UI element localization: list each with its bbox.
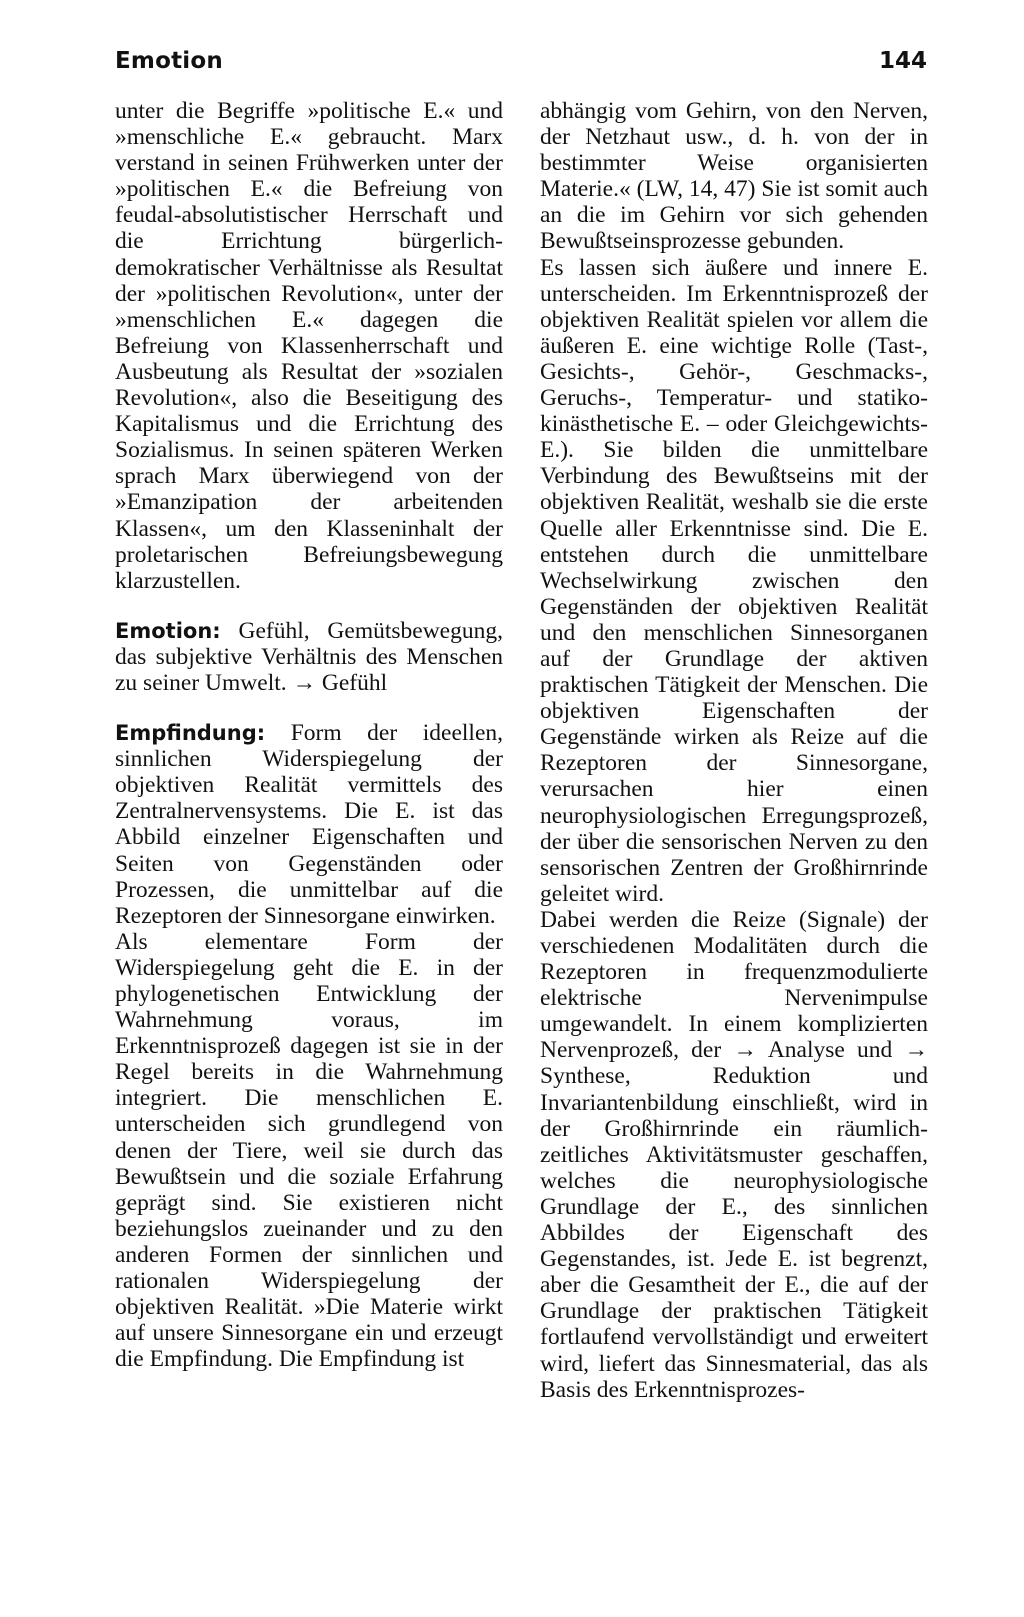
entry-continuation-text: unter die Begriffe »politische E.« und »menschliche E.« gebraucht. Marx verstand in seinen Frühwerken unter der »politischen E.« die Befreiung von feudal-absolutistischer Herrschaft und die Errichtung bürgerlich-demokratischer Verhältnisse als Resultat der »politischen Revolution«, unter der »menschlichen E.« dagegen die Befreiung von Klassenherrschaft und Ausbeutung als Resultat der »sozialen Revolution«, also die Beseitigung des Kapitalismus und die Errichtung des Sozialismus. In seinen späteren Werken sprach Marx überwiegend von der »Emanzipation der arbeitenden Klassen«, um den Klasseninhalt der proletarischen Befreiungsbewegung klarzustellen. [115,98,503,594]
page-number: 144 [878,48,927,74]
entry-empfindung-text: Form der ideellen, sinnlichen Widerspiegelung der objektiven Realität vermittels des Zentralnervensystems. Die E. ist das Abbild einzelner Eigenschaften und Seiten von Gegenständen oder Prozessen, die unmittelbar auf die Rezeptoren der Sinnesorgane einwirken. [115,720,504,929]
entry-empfindung-term: Empfindung: [115,721,266,746]
left-column [115,98,503,1372]
entry-emotion-term: Emotion: [115,618,221,643]
running-head-title: Emotion [115,48,223,74]
right-paragraph-3: Dabei werden die Reize (Signale) der verschiedenen Modalitäten durch die Rezeptoren in frequenzmodulierte elektrische Nervenimpulse umgewandelt. In einem komplizierten Nervenprozeß, der → Analyse und → Synthese, Reduktion und Invariantenbildung einschließt, wird in der Großhirnrinde ein räumlich-zeitliches Aktivitätsmuster geschaffen, welches die neurophysiologische Grundlage der E., des sinnlichen Abbildes der Eigenschaft des Gegenstandes, ist. Jede E. ist begrenzt, aber die Gesamtheit der E., die auf der Grundlage der praktischen Tätigkeit fortlaufend vervollständigt und erweitert wird, liefert das Sinnesmaterial, das als Basis des Erkenntnisprozes- [540,906,928,1403]
right-paragraph-1: abhängig vom Gehirn, von den Nerven, der Netzhaut usw., d. h. von der in bestimmter Weise organisierten Materie.« (LW, 14, 47) Sie ist somit auch an die im Gehirn vor sich gehenden Bewußtseinsprozesse gebunden. [540,98,928,255]
entry-empfindung-paragraph-2: Als elementare Form der Widerspiegelung geht die E. in der phylogenetischen Entwicklung der Wahrnehmung voraus, im Erkenntnisprozeß dagegen ist sie in der Regel bereits in die Wahrnehmung integriert. Die menschlichen E. unterscheiden sich grundlegend von denen der Tiere, weil sie durch das Bewußtsein und die soziale Erfahrung geprägt sind. Sie existieren nicht beziehungslos zueinander und zu den anderen Formen der sinnlichen und rationalen Widerspiegelung der objektiven Realität. »Die Materie wirkt auf unsere Sinnesorgane ein und erzeugt die Empfindung. Die Empfindung ist [115,928,503,1373]
page-header [115,48,927,82]
right-paragraph-2: Es lassen sich äußere und innere E. unterscheiden. Im Erkenntnisprozeß der objektiven Realität spielen vor allem die äußeren E. eine wichtige Rolle (Tast-, Gesichts-, Gehör-, Geschmacks-, Geruchs-, Temperatur- und statiko-kinästhetische E. – oder Gleichgewichts-E.). Sie bilden die unmittelbare Verbindung des Bewußtseins mit der objektiven Realität, weshalb sie die erste Quelle aller Erkenntnisse sind. Die E. entstehen durch die unmittelbare Wechselwirkung zwischen den Gegenständen der objektiven Realität und den menschlichen Sinnesorganen auf der Grundlage der aktiven praktischen Tätigkeit der Menschen. Die objektiven Eigenschaften der Gegenstände wirken als Reize auf die Rezeptoren der Sinnesorgane, verursachen hier einen neurophysiologischen Erregungsprozeß, der über die sensorischen Nerven zu den sensorischen Zentren der Großhirnrinde geleitet wird. [540,254,928,907]
right-column [540,98,928,1403]
entry-empfindung [115,720,503,929]
entry-emotion-text: Gefühl, Gemütsbewegung, das subjektive Verhältnis des Menschen zu seiner Umwelt. → Gefühl [115,617,503,696]
entry-emotion [115,618,503,696]
